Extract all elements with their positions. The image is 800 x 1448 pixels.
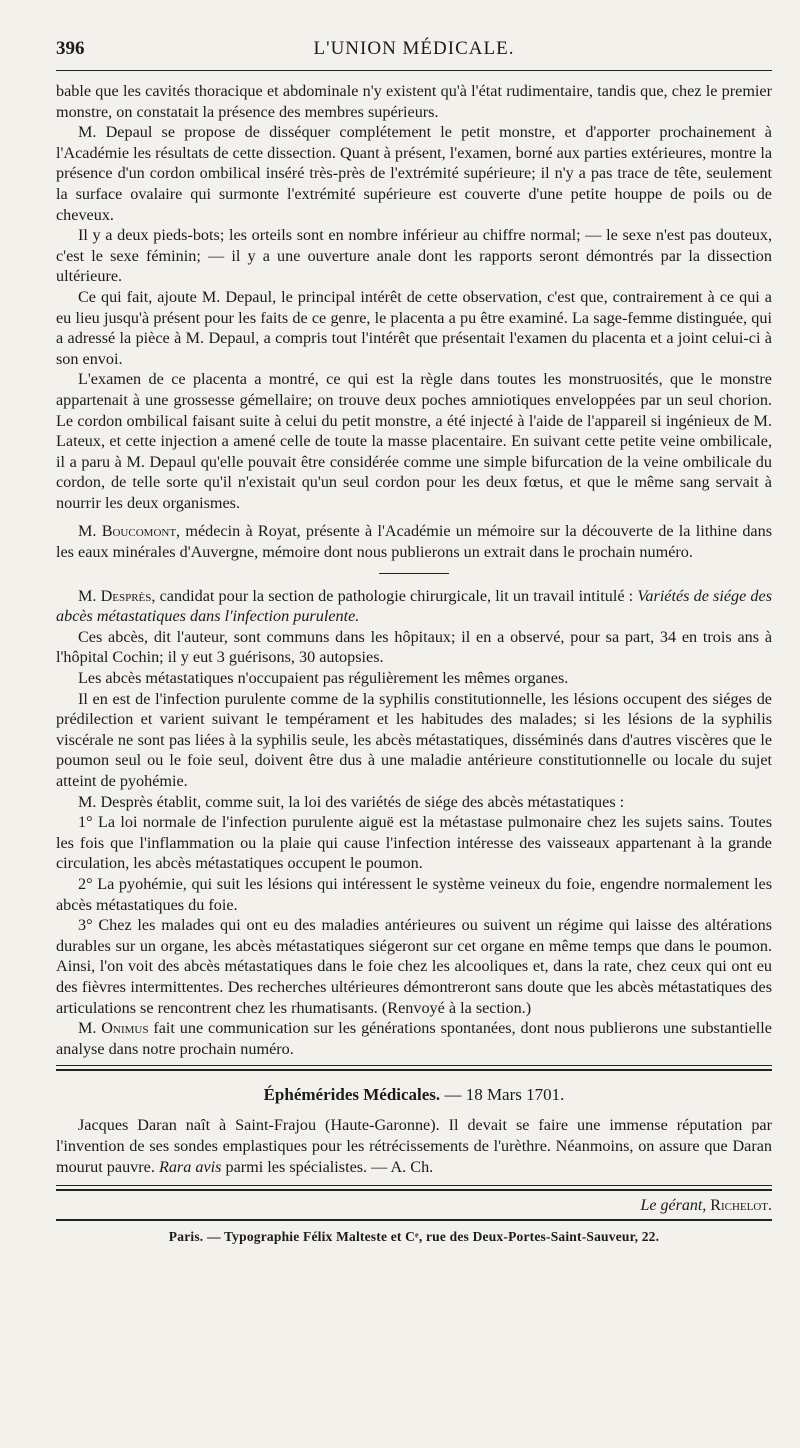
page-number: 396 [56, 38, 85, 59]
paragraph: L'examen de ce placenta a montré, ce qui est la règle dans toutes les monstruosités, que le monstre appartenait à une grossesse gémellaire; on trouve deux poches amniotiques enveloppées par un seul chorion. Le cordon ombilical faisant suite à celui du petit monstre, a été injecté à l'aide de l'appareil si ingénieux de M. Lateux, et cette injection a amené celle de toute la masse placentaire. En suivant cette petite veine ombilicale, il a paru à M. Depaul qu'elle pouvait être considérée comme une simple bifurcation de la veine ombilicale du cordon, de telle sorte qu'il n'existait qu'un seul cordon pour les deux fœtus, et que le même sang servait à nourrir les deux organismes. [56, 370, 772, 512]
running-head [56, 32, 772, 66]
section-divider [379, 573, 449, 574]
article-body [56, 81, 772, 1059]
ephemerides-date: — 18 Mars 1701. [444, 1085, 565, 1105]
speaker-name: M. Boucomont, [78, 522, 181, 541]
ephemerides-text: Jacques Daran naît à Saint-Frajou (Haute-Garonne). Il devait se faire une immense réputation par l'invention de ses sondes emplastiques pour les rétrécissements de l'urèthre. Néanmoins, on assure que Daran mourut pauvre. Rara avis parmi les spécialistes. — A. Ch. [56, 1116, 772, 1176]
speaker-name: M. Onimus [78, 1019, 149, 1038]
journal-page [56, 32, 772, 1245]
paragraph: M. Desprès, candidat pour la section de pathologie chirurgicale, lit un travail intitulé : Variétés de siége des abcès métastatiques dans l'infection purulente. [56, 586, 773, 626]
paragraph: 1° La loi normale de l'infection purulente aiguë est la métastase pulmonaire chez les sujets sains. Toutes les fois que l'inflammation ou la plaie qui cause l'infection intéresse des vaisseaux appartenant à la grande circulation, les abcès métastatiques occupent le poumon. [56, 813, 772, 873]
paragraph: 2° La pyohémie, qui suit les lésions qui intéressent le système veineux du foie, engendre normalement les abcès métastatiques du foie. [56, 874, 772, 914]
imprint-double-rule [56, 1219, 772, 1221]
paragraph: Ces abcès, dit l'auteur, sont communs dans les hôpitaux; il en a observé, pour sa part, 34 en trois ans à l'hôpital Cochin; il y eut 3 guérisons, 30 autopsies. [56, 627, 772, 667]
paragraph: M. Depaul se propose de disséquer complétement le petit monstre, et d'apporter prochainement à l'Académie les résultats de cette dissection. Quant à présent, l'examen, borné aux parties extérieures, montre la présence d'un cordon ombilical inséré très-près de l'extrémité supérieure; il n'y a pas trace de tête, seulement la surface ovalaire qui surmonte l'extrémité supérieure est couverte d'une petite houppe de poils ou de cheveux. [56, 123, 772, 224]
speaker-name: M. Desprès, [78, 586, 156, 605]
paragraph: M. Onimus fait une communication sur les générations spontanées, dont nous publierons une substantielle analyse dans notre prochain numéro. [56, 1019, 772, 1058]
paragraph: M. Boucomont, médecin à Royat, présente à l'Académie un mémoire sur la découverte de la lithine dans les eaux minérales d'Auvergne, mémoire dont nous publierons un extrait dans le prochain numéro. [56, 522, 773, 562]
paragraph: bable que les cavités thoracique et abdominale n'y existent qu'à l'état rudimentaire, tandis que, chez le premier monstre, on constatait la présence des membres supérieurs. [56, 82, 772, 121]
footer-double-rule [56, 1185, 772, 1191]
paragraph: M. Desprès établit, comme suit, la loi des variétés de siége des abcès métastatiques : [78, 792, 625, 811]
paragraph: Les abcès métastatiques n'occupaient pas régulièrement les mêmes organes. [78, 669, 569, 688]
signature-name: Richelot. [710, 1197, 772, 1215]
journal-title: L'UNION MÉDICALE. [313, 38, 515, 59]
printer-imprint: Paris. — Typographie Félix Malteste et Cᵉ, rue des Deux-Portes-Saint-Sauveur, 22. [168, 1229, 660, 1245]
work-title: Variétés de siége des abcès métastatiques dans l'infection purulente. [56, 586, 773, 626]
paragraph: 3° Chez les malades qui ont eu des maladies antérieures ou suivent un régime qui laisse des altérations durables sur un organe, les abcès métastatiques siégeront sur cet organe en même temps que dans le poumon. Ainsi, l'on voit des abcès métastatiques dans le foie chez les alcooliques et, dans la rate, chez ceux qui ont eu des fièvres intermittentes. Des recherches ultérieures démontreront sans doute que les abcès métastatiques des articulations se rencontrent chez les rhumatisants. (Renvoyé à la section.) [56, 916, 772, 1017]
ephemerides-heading [56, 1085, 772, 1105]
header-rule [56, 70, 772, 71]
signature [56, 1197, 772, 1215]
signature-label: Le gérant, [640, 1197, 707, 1215]
ephemerides-title: Éphémérides Médicales. [263, 1085, 441, 1105]
paragraph: Il en est de l'infection purulente comme de la syphilis constitutionnelle, les lésions occupent des siéges de prédilection et varient suivant le tempérament et les habitudes des malades; si les lésions de la syphilis viscérale ne sont pas liées à la syphilis seule, les abcès métastatiques, disséminés dans d'autres viscères que le poumon seul ou le foie seul, doivent être dus à une maladie antérieure constitutionnelle ou locale du sujet atteint de pyohémie. [56, 689, 772, 790]
paragraph: Il y a deux pieds-bots; les orteils sont en nombre inférieur au chiffre normal; — le sexe n'est pas douteux, c'est le sexe féminin; — il y a une ouverture anale dont les rapports seront démontrés par la dissection ultérieure. [56, 226, 772, 286]
paragraph: Ce qui fait, ajoute M. Depaul, le principal intérêt de cette observation, c'est que, contrairement à ce qui a eu lieu jusqu'à présent pour les faits de ce genre, le placenta a pu être examiné. La sage-femme distinguée, qui a adressé la pièce à M. Depaul, a compris tout l'intérêt que présentait l'examen du placenta et a joint celui-ci à son envoi. [56, 287, 772, 368]
section-double-rule [56, 1065, 772, 1071]
